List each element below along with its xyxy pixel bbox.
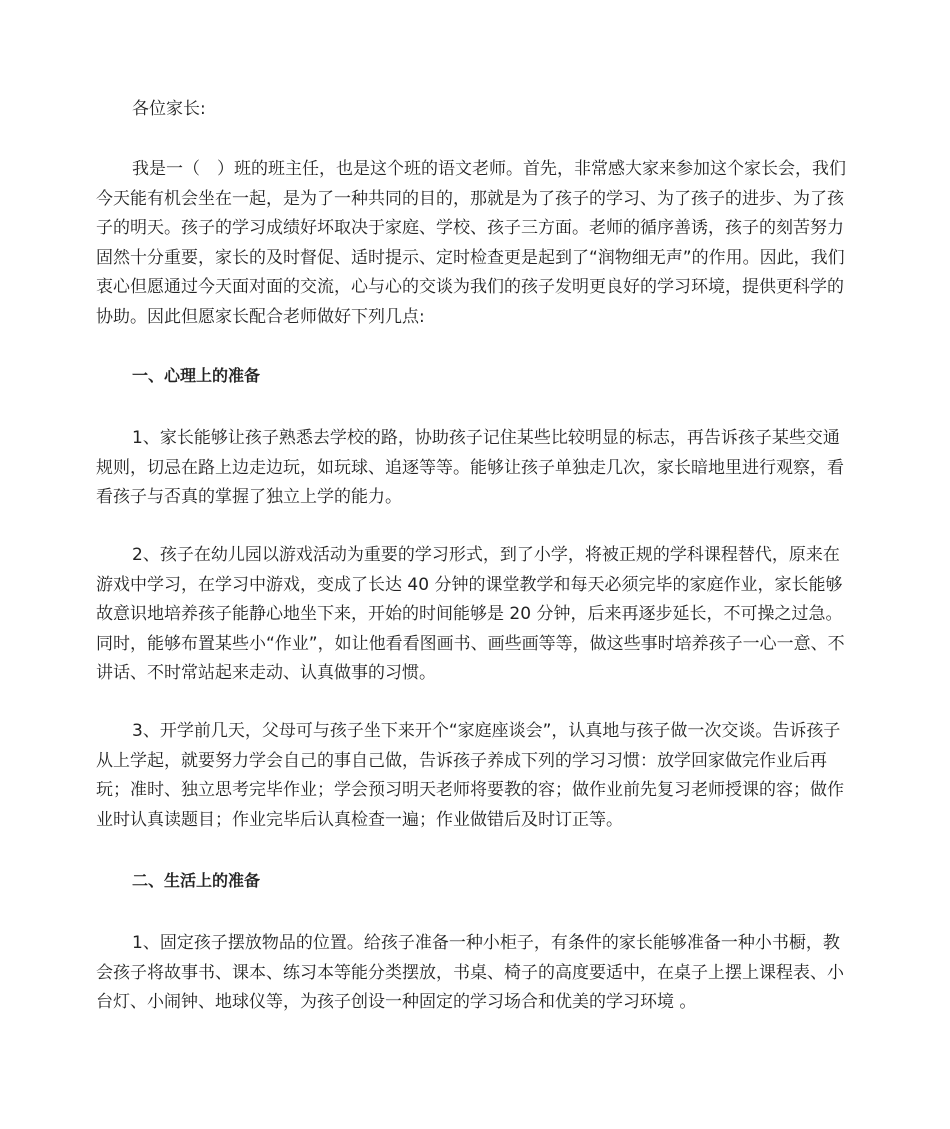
section-heading-psychological: 一、心理上的准备 xyxy=(132,366,261,385)
greeting: 各位家长: xyxy=(132,99,206,119)
paragraph-psychological-1: 1、家长能够让孩子熟悉去学校的路，协助孩子记住某些比较明显的标志，再告诉孩子某些交通规则，切忌在路上边走边玩，如玩球、追逐等等。能够让孩子单独走几次，家长暗地里进行观察，看看孩子与否真的掌握了独立上学的能力。 xyxy=(96,428,844,507)
paragraph-life-1: 1、固定孩子摆放物品的位置。给孩子准备一种小柜子，有条件的家长能够准备一种小书橱，教会孩子将故事书、课本、练习本等能分类摆放，书桌、椅子的高度要适中，在桌子上摆上课程表、小台灯、小闹钟、地球仪等，为孩子创设一种固定的学习场合和优美的学习环境 。 xyxy=(96,933,844,1012)
paragraph-psychological-2: 2、孩子在幼儿园以游戏活动为重要的学习形式，到了小学，将被正规的学科课程替代，原来在游戏中学习，在学习中游戏，变成了长达 40 分钟的课堂教学和每天必须完毕的家庭作业，家长能够故意识地培养孩子能静心地坐下来，开始的时间能够是 20 分钟，后来再逐步延长，不可操之过急。同时，能够布置某些小“作业”，如让他看看图画书、画些画等等，做这些事时培养孩子一心一意、不讲话、不时常站起来走动、认真做事的习惯。 xyxy=(96,545,845,683)
paragraph-psychological-3: 3、开学前几天，父母可与孩子坐下来开个“家庭座谈会”，认真地与孩子做一次交谈。告诉孩子从上学起，就要努力学会自己的事自己做，告诉孩子养成下列的学习习惯：放学回家做完作业后再玩；准时、独立思考完毕作业；学会预习明天老师将要教的容；做作业前先复习老师授课的容；做作业时认真读题目；作业完毕后认真检查一遍；作业做错后及时订正等。 xyxy=(96,721,844,830)
intro-paragraph: 我是一（ ）班的班主任，也是这个班的语文老师。首先，非常感大家来参加这个家长会，我们今天能有机会坐在一起，是为了一种共同的目的，那就是为了孩子的学习、为了孩子的进步、为了孩子的明天。孩子的学习成绩好坏取决于家庭、学校、孩子三方面。老师的循序善诱，孩子的刻苦努力固然十分重要，家长的及时督促、适时提示、定时检查更是起到了“润物细无声”的作用。因此，我们衷心但愿通过今天面对面的交流，心与心的交谈为我们的孩子发明更良好的学习环境，提供更科学的协助。因此但愿家长配合老师做好下列几点: xyxy=(96,159,846,327)
section-heading-life: 二、生活上的准备 xyxy=(132,871,261,890)
